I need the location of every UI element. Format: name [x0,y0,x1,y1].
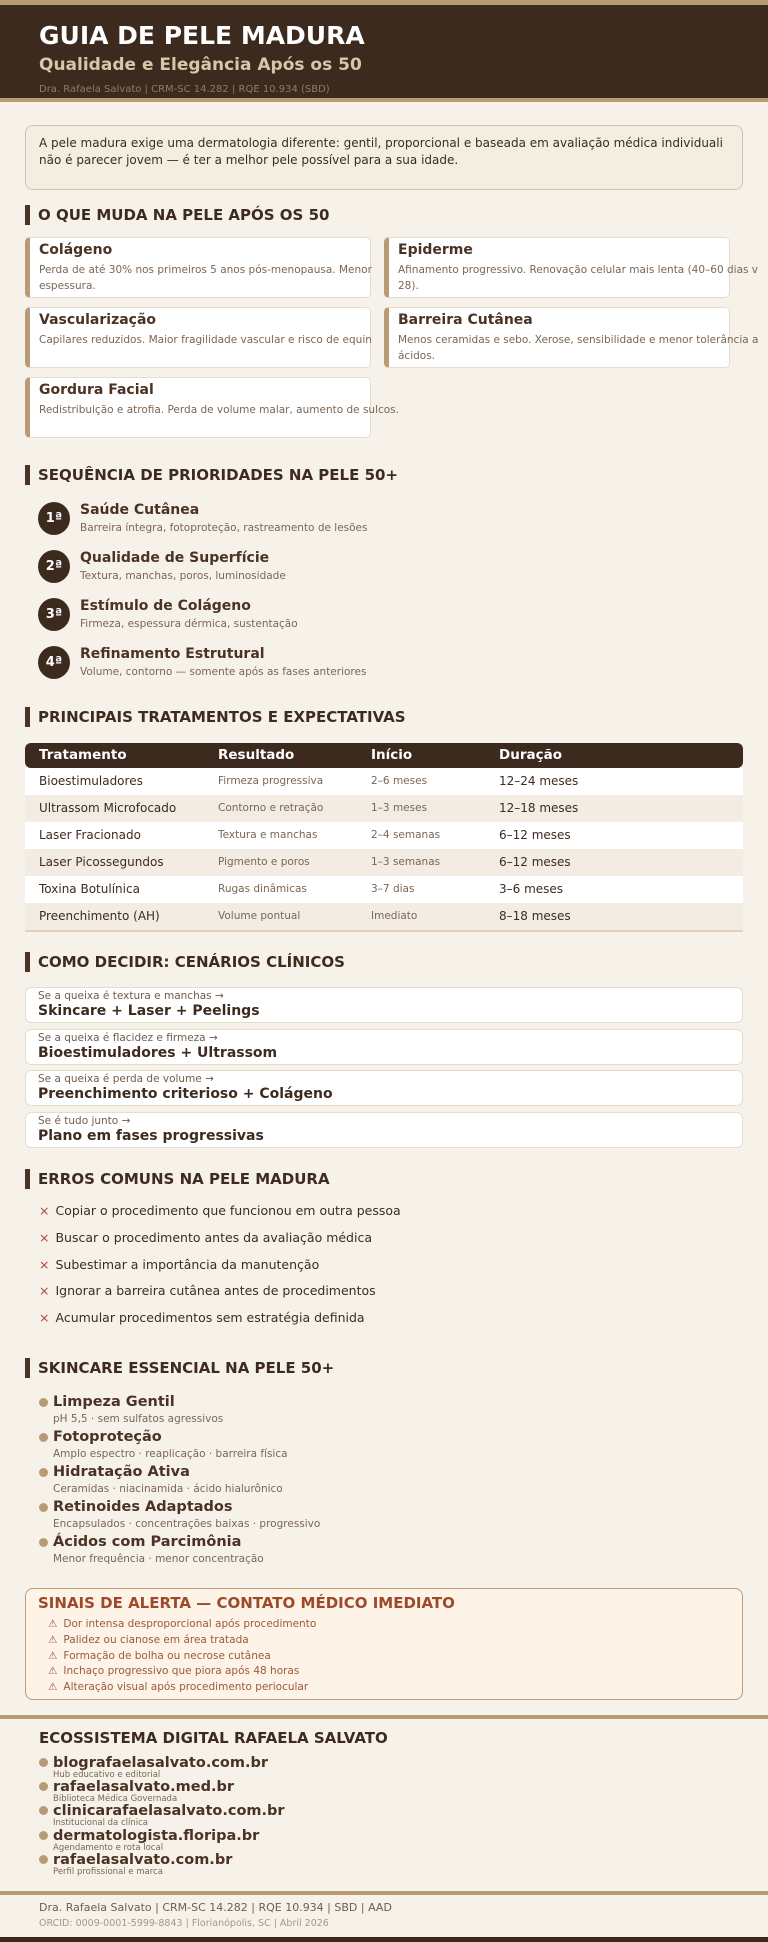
table-cell: Volume pontual [218,910,301,922]
alert-box [25,1588,743,1700]
table-header [25,743,743,768]
skincare-description: pH 5,5 · sem sulfatos agressivos [53,1413,224,1425]
card-title: Barreira Cutânea [398,312,533,328]
alert-text: Dor intensa desproporcional após procedimento [63,1618,317,1630]
alert-text: Palidez ou cianose em área tratada [63,1633,249,1646]
alert-item [48,1665,299,1677]
scenario-condition: Se a queixa é textura e manchas → [38,990,224,1002]
change-card [384,307,759,368]
table-cell: Contorno e retração [218,802,324,814]
skincare-title: Limpeza Gentil [53,1394,175,1410]
bullet-icon [39,1758,48,1767]
scenario-recommendation: Skincare + Laser + Peelings [38,1003,260,1019]
alert-title: SINAIS DE ALERTA — CONTATO MÉDICO IMEDIATO [38,1594,455,1612]
table-row [25,849,743,876]
page-title: GUIA DE PELE MADURA [39,21,365,50]
alert-item [48,1650,271,1662]
table-cell: Laser Picossegundos [39,855,164,869]
table-row [25,822,743,849]
ecosystem-description: Hub educativo e editorial [53,1770,161,1780]
warning-icon: ⚠ [48,1681,58,1694]
ecosystem-link[interactable]: blografaelasalvato.com.br [53,1755,269,1771]
table-cell: Firmeza progressiva [218,775,324,787]
error-item [39,1310,365,1325]
column-header: Duração [499,747,562,763]
error-item [39,1283,376,1298]
priority-title: Refinamento Estrutural [80,646,265,662]
table-cell: Imediato [371,910,418,922]
table-cell: 2–4 semanas [371,829,441,841]
ecosystem-heading: ECOSSISTEMA DIGITAL RAFAELA SALVATO [39,1729,388,1747]
page-header [0,5,768,102]
ecosystem-description: Institucional da clínica [53,1818,148,1829]
ecosystem-description: Agendamento e rota local [53,1842,164,1853]
card-title: Vascularização [39,312,157,328]
column-header: Início [371,747,413,763]
priority-title: Qualidade de Superfície [80,550,270,566]
table-cell: 1–3 meses [371,802,428,814]
warning-icon: ⚠ [48,1649,58,1662]
skincare-title: Hidratação Ativa [53,1464,190,1480]
skincare-title: Ácidos com Parcimônia [53,1534,242,1550]
change-card [25,377,399,438]
bullet-icon [39,1831,48,1840]
card-description: espessura. [39,280,96,292]
priority-description: Textura, manchas, poros, luminosidade [80,570,286,582]
x-icon: × [39,1203,50,1218]
x-icon: × [39,1310,50,1326]
skincare-description: Menor frequência · menor concentração [53,1553,264,1565]
scenario-card [25,1112,743,1148]
table-cell: Preenchimento (AH) [39,909,160,923]
card-title: Epiderme [398,242,473,258]
scenario-card [25,1070,743,1106]
alert-text: Inchaço progressivo que piora após 48 horas [63,1665,300,1678]
error-text: Ignorar a barreira cutânea antes de procedimentos [55,1283,376,1299]
card-description: Menos ceramidas e sebo. Xerose, sensibilidade e menor tolerância a [398,334,759,346]
x-icon: × [39,1229,50,1245]
bullet-icon [39,1806,48,1815]
alert-item [48,1681,308,1693]
change-card [25,237,371,298]
table-row [25,768,743,795]
table-cell: 12–24 meses [499,774,579,788]
section-heading-treatments: PRINCIPAIS TRATAMENTOS E EXPECTATIVAS [25,707,406,727]
priority-badge: 4ª [38,646,70,679]
section-heading-skincare: SKINCARE ESSENCIAL NA PELE 50+ [25,1358,334,1378]
section-heading-scenarios: COMO DECIDIR: CENÁRIOS CLÍNICOS [25,952,345,972]
section-heading-priorities: SEQUÊNCIA DE PRIORIDADES NA PELE 50+ [25,465,398,485]
alert-item [48,1618,316,1630]
section-heading-errors: ERROS COMUNS NA PELE MADURA [25,1169,330,1189]
scenario-recommendation: Bioestimuladores + Ultrassom [38,1044,278,1061]
card-description: Redistribuição e atrofia. Perda de volume malar, aumento de sulcos. [39,404,399,416]
treatments-table [25,743,743,932]
ecosystem-description: Biblioteca Médica Governada [53,1794,178,1805]
skincare-description: Encapsulados · concentrações baixas · progressivo [53,1518,321,1530]
intro-text: A pele madura exige uma dermatologia diferente: gentil, proporcional e baseada em avaliação médica individuali [39,136,723,150]
alert-item [48,1634,249,1646]
bullet-icon [39,1503,48,1512]
scenario-recommendation: Plano em fases progressivas [38,1127,264,1144]
table-cell: 3–7 dias [371,883,415,895]
change-card [25,307,371,368]
scenario-condition: Se a queixa é perda de volume → [38,1073,214,1085]
alert-text: Alteração visual após procedimento periocular [63,1681,309,1694]
alert-text: Formação de bolha ou necrose cutânea [63,1649,271,1662]
x-icon: × [39,1283,50,1299]
divider [0,1715,768,1719]
table-cell: 12–18 meses [499,801,579,815]
column-header: Resultado [218,747,295,763]
error-item [39,1230,372,1245]
ecosystem-link[interactable]: rafaelasalvato.med.br [53,1779,235,1796]
footer-credentials: Dra. Rafaela Salvato | CRM-SC 14.282 | RQE 10.934 | SBD | AAD [39,1901,392,1914]
error-text: Buscar o procedimento antes da avaliação médica [55,1229,373,1245]
section-heading-changes: O QUE MUDA NA PELE APÓS OS 50 [25,205,329,225]
skincare-title: Fotoproteção [53,1429,162,1445]
table-cell: Bioestimuladores [39,774,143,788]
scenario-card [25,987,743,1023]
scenario-recommendation: Preenchimento criterioso + Colágeno [38,1086,333,1102]
error-item [39,1203,401,1218]
card-title: Gordura Facial [39,382,154,398]
table-bottom-border [25,930,743,932]
priority-title: Saúde Cutânea [80,502,200,518]
priority-description: Firmeza, espessura dérmica, sustentação [80,618,298,630]
table-cell: 8–18 meses [499,909,571,923]
scenario-card [25,1029,743,1065]
table-cell: 1–3 semanas [371,856,441,868]
card-title: Colágeno [39,242,113,258]
bullet-icon [39,1398,48,1407]
table-cell: Toxina Botulínica [39,882,140,896]
warning-icon: ⚠ [48,1665,58,1678]
card-description: 28). [398,280,419,292]
card-description: Afinamento progressivo. Renovação celular mais lenta (40–60 dias v [398,264,759,276]
table-row [25,795,743,822]
bullet-icon [39,1855,48,1864]
priority-title: Estímulo de Colágeno [80,598,251,614]
change-card [384,237,759,298]
scenario-condition: Se é tudo junto → [38,1114,131,1127]
table-cell: 6–12 meses [499,855,571,869]
skincare-description: Amplo espectro · reaplicação · barreira física [53,1448,288,1460]
bullet-icon [39,1433,48,1442]
priority-badge: 1ª [38,502,70,535]
divider [0,1891,768,1895]
bullet-icon [39,1538,48,1547]
bullet-icon [39,1782,48,1791]
warning-icon: ⚠ [48,1633,58,1646]
warning-icon: ⚠ [48,1618,58,1630]
table-cell: Ultrassom Microfocado [39,801,177,815]
card-description: ácidos. [398,350,436,362]
scenario-condition: Se a queixa é flacidez e firmeza → [38,1031,218,1044]
card-description: Perda de até 30% nos primeiros 5 anos pós-menopausa. Menor [39,264,372,276]
priority-description: Volume, contorno — somente após as fases anteriores [80,666,367,678]
priority-badge: 2ª [38,550,70,583]
table-cell: Laser Fracionado [39,828,141,842]
page-subtitle: Qualidade e Elegância Após os 50 [39,55,362,75]
skincare-description: Ceramidas · niacinamida · ácido hialurônico [53,1483,283,1495]
column-header: Tratamento [39,747,127,763]
error-text: Copiar o procedimento que funcionou em outra pessoa [55,1203,401,1218]
table-row [25,876,743,903]
priority-description: Barreira íntegra, fotoproteção, rastreamento de lesões [80,522,368,534]
priority-badge: 3ª [38,598,70,631]
table-cell: Rugas dinâmicas [218,883,307,895]
bottom-bar [0,1937,768,1942]
intro-text: não é parecer jovem — é ter a melhor pele possível para a sua idade. [39,153,459,167]
footer-meta: ORCID: 0009-0001-5999-8843 | Florianópolis, SC | Abril 2026 [39,1918,329,1929]
error-text: Acumular procedimentos sem estratégia definida [55,1310,365,1326]
skincare-title: Retinoides Adaptados [53,1499,233,1515]
error-item [39,1257,319,1272]
bullet-icon [39,1468,48,1477]
error-text: Subestimar a importância da manutenção [55,1256,320,1272]
table-cell: Textura e manchas [218,829,318,841]
ecosystem-link[interactable]: clinicarafaelasalvato.com.br [53,1803,285,1820]
intro-box [25,125,743,190]
card-description: Capilares reduzidos. Maior fragilidade vascular e risco de equin [39,334,372,346]
table-cell: Pigmento e poros [218,856,310,868]
table-cell: 3–6 meses [499,882,564,896]
table-row [25,903,743,930]
ecosystem-link[interactable]: rafaelasalvato.com.br [53,1851,233,1868]
table-cell: 2–6 meses [371,775,428,787]
ecosystem-link[interactable]: dermatologista.floripa.br [53,1827,260,1844]
table-cell: 6–12 meses [499,828,571,842]
ecosystem-description: Perfil profissional e marca [53,1866,163,1877]
header-credentials: Dra. Rafaela Salvato | CRM-SC 14.282 | RQE 10.934 (SBD) [39,84,330,95]
x-icon: × [39,1256,50,1272]
